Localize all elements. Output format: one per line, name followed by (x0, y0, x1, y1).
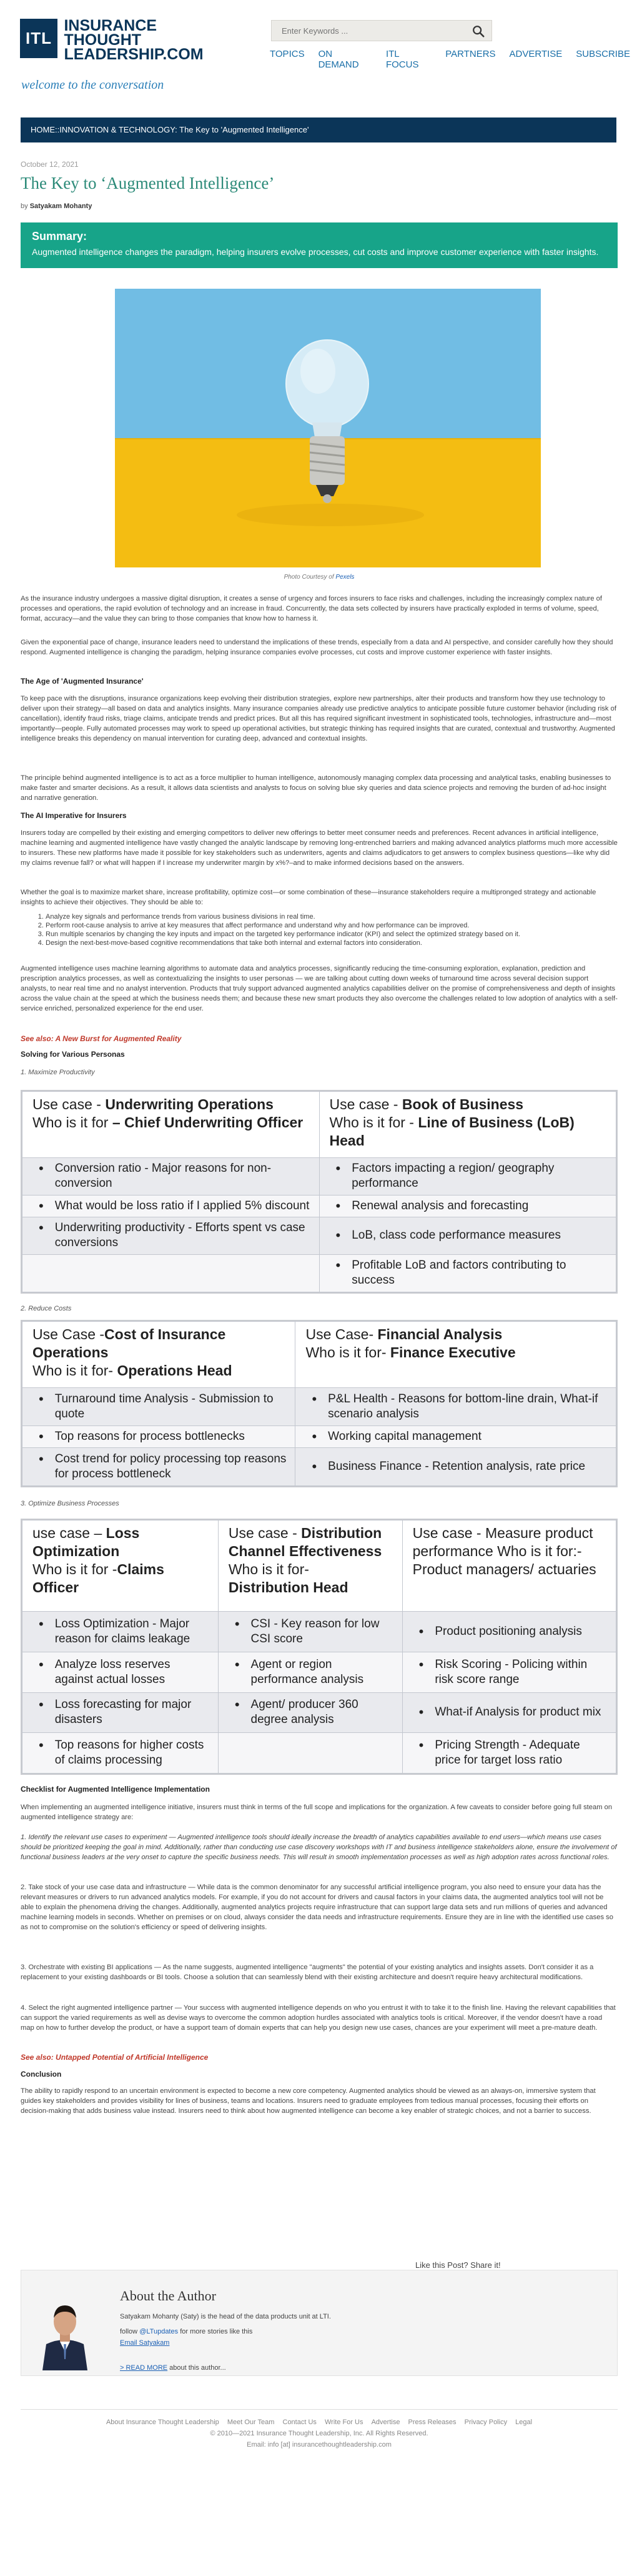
slide-who-strong: Distribution Head (228, 1579, 348, 1595)
slide-cell: • Factors impacting a region/ geography performance (327, 1161, 609, 1191)
slide-cell: • Working capital management (303, 1429, 608, 1444)
byline (21, 202, 618, 210)
slide-cell: • Loss Optimization - Major reason for claims leakage (30, 1617, 210, 1647)
logo-words (64, 19, 203, 62)
slide-head: use case – (32, 1525, 106, 1541)
lightbulb-image (115, 289, 541, 567)
site-header (0, 0, 637, 100)
slide-who: Who is it for- (228, 1561, 309, 1577)
slide-cell: • Top reasons for higher costs of claims processing (30, 1738, 210, 1768)
slide-cell: • Renewal analysis and forecasting (327, 1199, 609, 1214)
paragraph: The ability to rapidly respond to an uncertain environment is expected to become a new core competency. Augmented analytics should be viewed as an always-on, immersive system that guides key stakeholders and provides visibility for lines of business, teams and locations. Insurers need to graduate employees from tedious manual processes, focusing their efforts on decision-making that adds business value instead. Insurers need to think about how augmented intelligence can become a key enabler of strategic choices, and not a barrier to success. (21, 2087, 596, 2115)
slide-cell: • Cost trend for policy processing top reasons for process bottleneck (30, 1452, 287, 1482)
paragraph: Whether the goal is to maximize market share, increase profitability, optimize cost—or some combination of these—insurance stakeholders require a multipronged strategy and actionable insights to achieve their objectives. They should be able to: (21, 889, 596, 906)
photo-credit-link[interactable]: Pexels (335, 574, 355, 581)
footer-link-press[interactable]: Press Releases (408, 2419, 457, 2426)
list-item: 4. Design the next-best-move-based cognitive recommendations that take both internal and external factors into consideration. (46, 939, 618, 947)
slide-head-strong: Underwriting Operations (105, 1096, 274, 1112)
search-icon[interactable] (472, 24, 485, 38)
paragraph: 3. Orchestrate with existing BI applications — As the name suggests, augmented intelligence "augments" the potential of your existing analytics and insights assets. Don't consider it as a replacement to your existing dashboards or BI tools. Choose a solution that can seamlessly blend with their existing architecture and doesn't require heavy architectural modifications. (21, 1964, 594, 1981)
search-box (271, 20, 492, 41)
slide-cell: • Product positioning analysis (410, 1624, 608, 1639)
slide-cell: • Conversion ratio - Major reasons for non-conversion (30, 1161, 312, 1191)
nav-partners[interactable]: PARTNERS (445, 49, 496, 59)
nav-advertise[interactable]: ADVERTISE (509, 49, 563, 59)
article-date: October 12, 2021 (21, 160, 79, 169)
paragraph: 4. Select the right augmented intelligence partner — Your success with augmented intelligence depends on who you entrust it with to take it to the finish line. Having the relevant capabilities that can support the varied requirements as well as devise ways to overcome the common adoption hurdles associated with analytics tools is critical. Moreover, if the vendor doesn't have a road map on how to further develop the product, or have a support team of domain experts that can help you design new use cases, chances are your experiment will meet a pre-mature death. (21, 2004, 616, 2032)
slide-who-strong: Finance Executive (390, 1344, 516, 1360)
footer-link-write[interactable]: Write For Us (324, 2419, 363, 2426)
read-more-tail: about this author... (169, 2364, 226, 2372)
read-more-link[interactable]: > READ MORE (120, 2364, 168, 2372)
capability-list (21, 912, 618, 947)
article-title: The Key to ‘Augmented Intelligence’ (21, 174, 275, 192)
footer-link-legal[interactable]: Legal (515, 2419, 533, 2426)
follow-prefix: follow (120, 2328, 138, 2335)
slide-cell: • Business Finance - Retention analysis, rate price (303, 1459, 608, 1474)
list-item: 2. Perform root-cause analysis to arrive at key measures that affect performance and understand why and how performance can be improved. (46, 921, 618, 930)
section-heading: Solving for Various Personas (21, 1050, 125, 1059)
summary-box (21, 222, 618, 268)
author-photo-icon (34, 2289, 96, 2370)
nav-itl-focus[interactable]: ITL FOCUS (385, 49, 419, 70)
slide-who-strong: – Chief Underwriting Officer (112, 1114, 304, 1131)
slide-who-strong: Claims Officer (32, 1561, 164, 1595)
slide-who: Who is it for- (32, 1362, 117, 1379)
search-input[interactable] (272, 21, 459, 41)
photo-caption (21, 574, 618, 581)
slide-cell: • Pricing Strength - Adequate price for target loss ratio (410, 1738, 608, 1768)
slide-who: Who is it for - (329, 1114, 418, 1131)
slide-head-strong: Cost of Insurance Operations (32, 1326, 226, 1360)
list-item: 1. Analyze key signals and performance trends from various business divisions in real time. (46, 912, 618, 921)
footer-links (21, 2419, 618, 2426)
slide-head: Use case - (32, 1096, 106, 1112)
author-link[interactable]: Satyakam Mohanty (29, 202, 92, 210)
author-bio: Satyakam Mohanty (Saty) is the head of the data products unit at LTI. (120, 2313, 331, 2320)
slide-who: Who is it for - (32, 1561, 117, 1577)
author-box (21, 2270, 618, 2376)
author-follow (120, 2328, 252, 2335)
see-also (21, 2053, 618, 2062)
follow-handle-link[interactable]: @LTupdates (139, 2328, 179, 2335)
slide-cell: • Agent or region performance analysis (226, 1657, 395, 1687)
email-author-link[interactable]: Email Satyakam (120, 2339, 170, 2347)
subsection-label: 3. Optimize Business Processes (21, 1500, 119, 1507)
footer-link-team[interactable]: Meet Our Team (227, 2419, 275, 2426)
nav-on-demand[interactable]: ON DEMAND (318, 49, 359, 70)
slide-cell: • Risk Scoring - Policing within risk score range (410, 1657, 608, 1687)
see-also-label: See also: (21, 2053, 54, 2062)
logo-word: INSURANCE (64, 17, 157, 34)
slide-cell: • Analyze loss reserves against actual losses (30, 1657, 210, 1687)
footer-email: Email: info [at] insurancethoughtleadership.com (247, 2441, 392, 2449)
logo-word: THOUGHT (64, 31, 142, 49)
site-logo[interactable] (20, 19, 204, 62)
slide-head-strong: Book of Business (402, 1096, 524, 1112)
site-tagline: welcome to the conversation (21, 78, 164, 92)
summary-text: Augmented intelligence changes the paradigm, helping insurers evolve processes, cut costs and improve customer experience with faster insights. (32, 247, 599, 257)
author-box-title: About the Author (120, 2288, 216, 2304)
paragraph: 2. Take stock of your use case data and infrastructure — While data is the common denominator for any successful artificial intelligence program, you also need to ensure your data has the relevant measures or drivers to run advanced analytics models. For example, if you do not account for drivers and causal factors in your claims data, the augmented analytics tool will not be able to explain the phenomena driving the changes. Additionally, augmented analytics projects require infrastructure that can support large data sets and run millions of queries and advanced machine learning models in seconds. Whether on premises or on cloud, always consider the data needs and infrastructure requirements. Ensure they are in line with the identified use cases so as not to compromise on the solution's efficiency or speed of delivering insights. (21, 1884, 613, 1931)
nav-topics[interactable]: TOPICS (270, 49, 305, 59)
slide-cell: • LoB, class code performance measures (327, 1228, 609, 1243)
logo-word: LEADERSHIP.COM (64, 46, 204, 63)
paragraph: 1. Identify the relevant use cases to experiment — Augmented intelligence tools should ideally increase the breadth of analytics capabilities available to end users—which means use cases should be prioritized keeping the goal in mind. Additionally, rather than conducting use case discovery workshops with IT and business intelligence stakeholders alone, ensure the involvement of functional business leaders at the very onset to capture the specific business needs. This will result in smooth implementation processes as well as high adoption rates across functional roles. (21, 1834, 617, 1861)
byline-prefix: by (21, 202, 28, 210)
slide-cell: • Top reasons for process bottlenecks (30, 1429, 287, 1444)
paragraph: Augmented intelligence uses machine learning algorithms to automate data and analytics processes, significantly reducing the time-consuming exploration, explanation, prediction and prescription analytics processes, as well as contextualizing the insights to user personas — we are talking about cutting down weeks of turnaround time across several decision support analysts, to near real time and no analyst intervention. Products that truly support advanced augmented analytics capabilities deliver on the promise of comprehensiveness and depth of insights across the value chain at the speed at which the business needs them; and because these new smart products they also overcome the challenges related to low adoption of analytics with a self-service enriched, personalized experience for the end user. (21, 965, 618, 1012)
slide-cell: • Agent/ producer 360 degree analysis (226, 1697, 395, 1727)
share-prompt: Like this Post? Share it! (415, 2260, 501, 2270)
slide-who-strong: Line of Business (LoB) Head (329, 1114, 575, 1149)
author-avatar (34, 2289, 96, 2370)
section-heading: The AI Imperative for Insurers (21, 811, 127, 820)
list-item: 3. Run multiple scenarios by changing the key inputs and impact on the targeted key performance indicator (KPI) and select the optimized strategy based on it. (46, 930, 618, 939)
slide-head: Use case - (228, 1525, 302, 1541)
slide-reduce-costs (21, 1320, 618, 1487)
see-also (21, 1034, 618, 1043)
slide-cell: • Loss forecasting for major disasters (30, 1697, 210, 1727)
subsection-label: 1. Maximize Productivity (21, 1069, 95, 1076)
paragraph: To keep pace with the disruptions, insurance organizations keep evolving their distribution strategies, explore new partnerships, alter their products and transform how they use technology to deliver upon their strategy—all based on data and analytics insights. Many insurance companies already use predictive analytics to anticipate possible future customer behavior (including risk of cancellation), identify fraud risks, triage claims, anticipate trends and predict prices. But all this has required significant investment in sophisticated tools, technologies, infrastructure and—most importantly—people. Fully automated processes may work to speed up operational activities, but strategic thinking has required insights that are curated, contextual and trustworthy. Augmented intelligence breaks this dependency on manual intervention for curating deep, advanced and contextual insights. (21, 695, 616, 742)
slide-head: Use case - Measure product performance Who is it for:- Product managers/ actuaries (402, 1520, 616, 1612)
slide-who: Who is it for- (305, 1344, 390, 1360)
paragraph: When implementing an augmented intelligence initiative, insurers must think in terms of the full scope and implications for the organization. A few caveats to consider before going full steam on augmented intelligence strategy are: (21, 1804, 613, 1821)
slide-cell: • CSI - Key reason for low CSI score (226, 1617, 395, 1647)
slide-head-strong: Distribution Channel Effectiveness (228, 1525, 382, 1559)
slide-cell: • Underwriting productivity - Efforts spent vs case conversions (30, 1221, 312, 1251)
subsection-label: 2. Reduce Costs (21, 1305, 72, 1312)
hero-image (115, 289, 541, 567)
slide-cell: • P&L Health - Reasons for bottom-line drain, What-if scenario analysis (303, 1392, 608, 1422)
footer-link-about[interactable]: About Insurance Thought Leadership (106, 2419, 219, 2426)
paragraph: Given the exponential pace of change, insurance leaders need to understand the implications of these trends, especially from a data and AI perspective, and consider carefully how they should respond. Augmented intelligence is changing the paradigm, helping insurance companies evolve processes, cut costs and improve customer experience with faster insights. (21, 639, 613, 656)
slide-head: Use case - (329, 1096, 402, 1112)
slide-maximize-productivity (21, 1090, 618, 1294)
site-footer (21, 2409, 618, 2449)
slide-cell: • What would be loss ratio if I applied 5% discount (30, 1199, 312, 1214)
see-also-link[interactable]: A New Burst for Augmented Reality (55, 1034, 182, 1043)
nav-subscribe[interactable]: SUBSCRIBE (576, 49, 630, 59)
footer-link-contact[interactable]: Contact Us (282, 2419, 317, 2426)
section-heading: Checklist for Augmented Intelligence Implementation (21, 1785, 210, 1794)
see-also-label: See also: (21, 1034, 54, 1043)
follow-suffix: for more stories like this (180, 2328, 253, 2335)
slide-who-strong: Operations Head (117, 1362, 232, 1379)
logo-mark: ITL (20, 19, 57, 58)
slide-who: Who is it for (32, 1114, 112, 1131)
paragraph: Insurers today are compelled by their existing and emerging competitors to deliver new offerings to better meet consumer needs and preferences. Recent advances in artificial intelligence, machine learning and augmented intelligence have vastly changed the analytic landscape by removing long-entrenched barriers and making advanced analytics platforms much more accessible to insurers. These new platforms have made it possible for key stakeholders such as underwriters, agents and claims adjudicators to get answers to complex business questions—like why did my claims revenue fall? or what will happen if I increase my underwriter margin by x%?–and to make informed decisions based on the answers. (21, 829, 618, 867)
slide-head: Use Case - (32, 1326, 105, 1342)
summary-label: Summary: (32, 230, 87, 242)
paragraph: As the insurance industry undergoes a massive digital disruption, it creates a sense of urgency and forces insurers to face risks and challenges, including the increasingly complex nature of processes and operations, the rapid evolution of technology and an increase in fraud. Concurrently, the data sets collected by insurers have practically exploded in terms of volume, speed, format, accuracy—and the value they can bring to those companies that know how to harness it. (21, 595, 602, 622)
top-nav (263, 49, 637, 70)
slide-cell: • What-if Analysis for product mix (410, 1705, 608, 1720)
paragraph: The principle behind augmented intelligence is to act as a force multiplier to human intelligence, autonomously managing complex data processing and analytical tasks, enabling businesses to make faster and smarter decisions. As a result, it allows data scientists and analysts to focus on solving blue sky queries and data science projects and removing the burden of ad-hoc insight and narrative generation. (21, 774, 611, 802)
article (21, 156, 618, 2115)
section-heading: Conclusion (21, 2070, 62, 2079)
slide-head-strong: Financial Analysis (377, 1326, 503, 1342)
author-read-more (120, 2364, 226, 2372)
photo-caption-label: Photo Courtesy of (284, 574, 334, 581)
slide-head: Use Case- (305, 1326, 378, 1342)
see-also-link[interactable]: Untapped Potential of Artificial Intelligence (56, 2053, 209, 2062)
slide-cell: • Profitable LoB and factors contributing to success (327, 1258, 609, 1288)
section-heading: The Age of 'Augmented Insurance' (21, 677, 144, 686)
footer-copyright: © 2010—2021 Insurance Thought Leadership, Inc. All Rights Reserved. (210, 2430, 428, 2437)
footer-link-privacy[interactable]: Privacy Policy (464, 2419, 508, 2426)
slide-cell: • Turnaround time Analysis - Submission to quote (30, 1392, 287, 1422)
breadcrumb[interactable]: HOME::INNOVATION & TECHNOLOGY: The Key to 'Augmented Intelligence' (21, 117, 616, 142)
slide-optimize-processes (21, 1519, 618, 1775)
slide-head-strong: Loss Optimization (32, 1525, 140, 1559)
footer-link-advertise[interactable]: Advertise (371, 2419, 400, 2426)
